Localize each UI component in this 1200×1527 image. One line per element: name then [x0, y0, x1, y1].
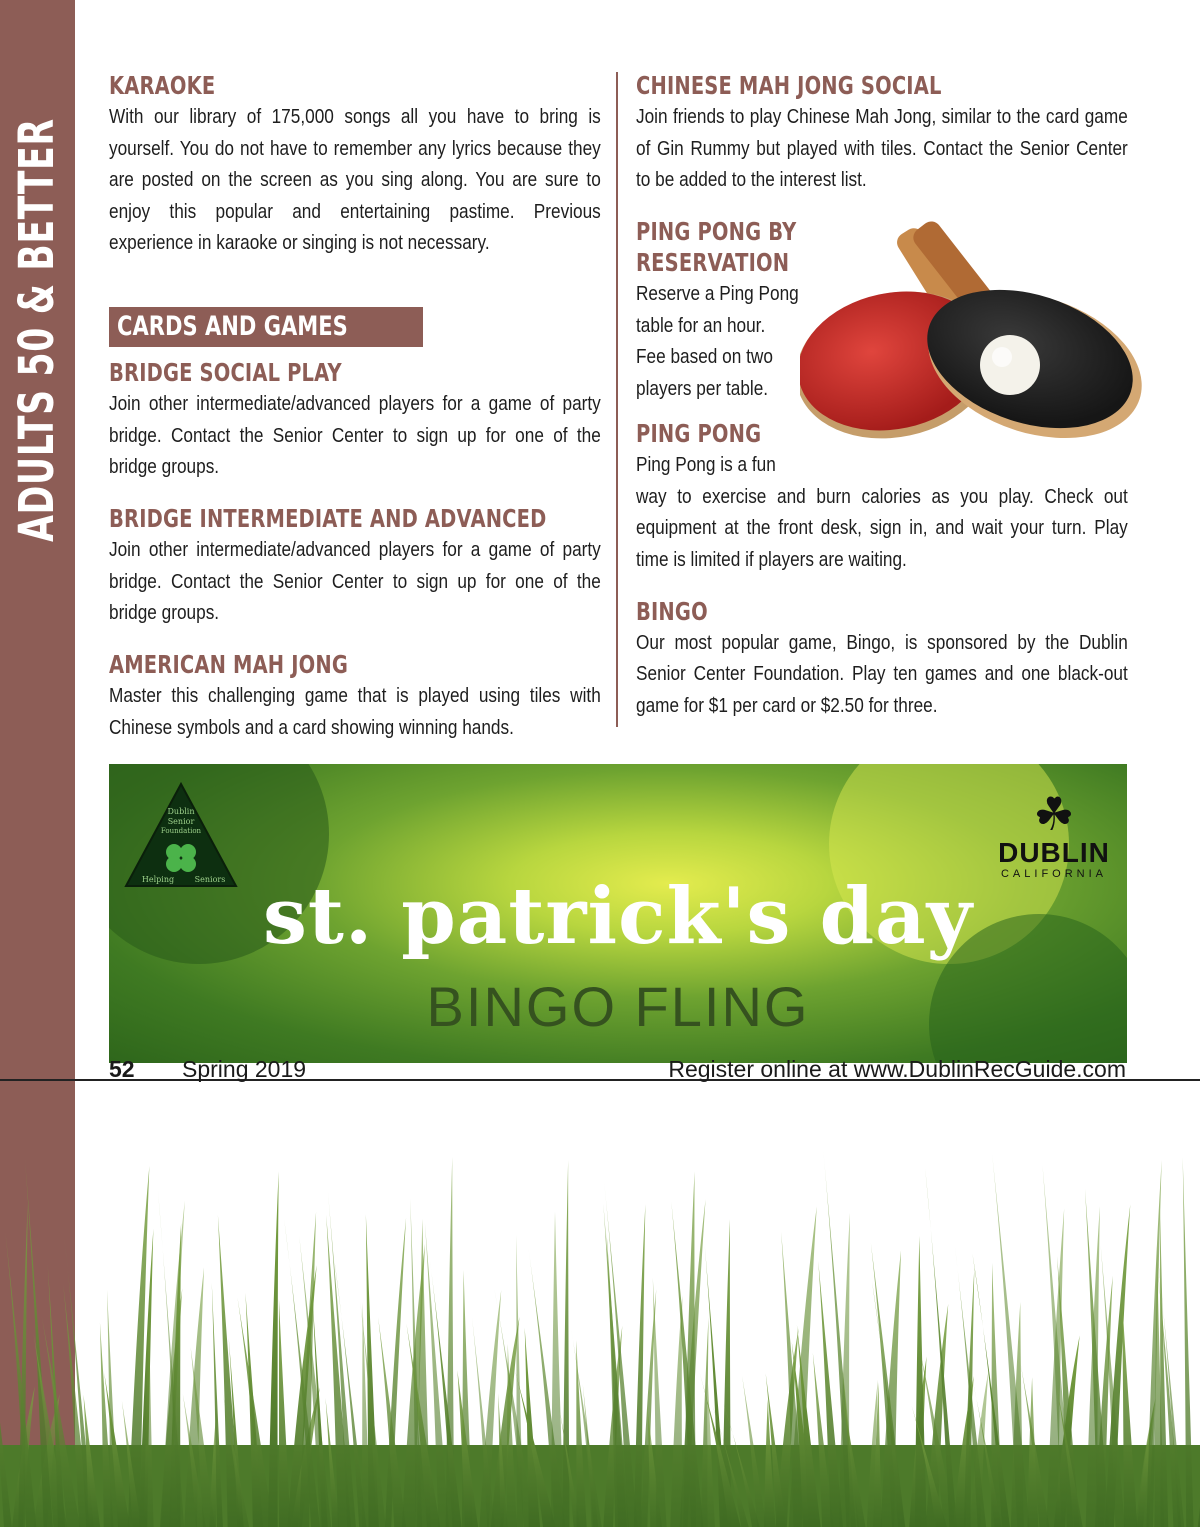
sidebar-title: ADULTS 50 & BETTER	[9, 118, 65, 542]
bingo-body: Our most popular game, Bingo, is sponsored by the Dublin Senior Center Foundation. Play ten games and one black-out game for $1 per card or $2.50 for three.	[636, 630, 1128, 717]
ping-pong-reservation-body: Reserve a Ping Pong table for an hour. Fee based on two players per table.	[636, 282, 799, 400]
bridge-social-heading: BRIDGE SOCIAL PLAY	[109, 358, 342, 387]
svg-text:Dublin: Dublin	[167, 807, 195, 816]
season-label: Spring 2019	[182, 1056, 307, 1082]
register-online-text: Register online at www.DublinRecGuide.com	[668, 1056, 1126, 1082]
shamrock-icon: ☘	[1033, 788, 1075, 840]
bridge-social-body: Join other intermediate/advanced players for a game of party bridge. Contact the Senior Center to sign up for one of the bridge groups.	[109, 392, 601, 478]
cards-and-games-tag: CARDS AND GAMES	[109, 307, 423, 347]
grass-blade	[670, 1296, 682, 1527]
bridge-intermediate-heading: BRIDGE INTERMEDIATE AND ADVANCED	[109, 504, 547, 533]
american-mahjong-body: Master this challenging game that is played using tiles with Chinese symbols and a card showing winning hands.	[109, 684, 601, 739]
page-number: 52	[109, 1056, 135, 1082]
svg-text:Helping: Helping	[141, 875, 175, 884]
american-mahjong-heading: AMERICAN MAH JONG	[109, 650, 349, 679]
flyer-subtitle: BINGO FLING	[426, 975, 810, 1038]
chinese-mahjong-body: Join friends to play Chinese Mah Jong, similar to the card game of Gin Rummy but played with tiles. Contact the Senior Center to be added to the interest list.	[636, 105, 1128, 191]
svg-text:Seniors: Seniors	[194, 875, 226, 884]
column-divider	[616, 72, 618, 727]
left-column	[109, 70, 601, 744]
karaoke-heading: KARAOKE	[109, 71, 216, 100]
flyer-details-text	[109, 764, 1127, 1063]
ping-pong-reservation-heading: PING PONG BY RESERVATION	[636, 217, 797, 277]
flyer-title: st. patrick's day	[263, 871, 973, 962]
chinese-mahjong-heading: CHINESE MAH JONG SOCIAL	[636, 71, 942, 100]
ping-pong-paddles-image	[800, 215, 1145, 440]
bridge-intermediate-body: Join other intermediate/advanced players for a game of party bridge. Contact the Senior Center to sign up for one of the bridge groups.	[109, 538, 601, 624]
grass-decoration	[0, 1115, 1200, 1527]
ping-pong-body-first: Ping Pong is a fun	[636, 453, 776, 476]
ping-pong-body: way to exercise and burn calories as you play. Check out equipment at the front desk, sign in, and wait your turn. Play time is limited if players are waiting.	[636, 484, 1128, 571]
dublin-california-logo: ☘ DUBLIN CALIFORNIA	[989, 790, 1119, 880]
karaoke-body: With our library of 175,000 songs all you have to bring is yourself. You do not have to remember any lyrics because they are posted on the screen as you sing along. You are sure to enjoy this popular and entertaining pastime. Previous experience in karaoke or singing is not necessary.	[109, 105, 601, 254]
grass-blade	[268, 1171, 279, 1527]
bingo-heading: BINGO	[636, 596, 708, 626]
ping-pong-heading: PING PONG	[636, 419, 762, 448]
svg-text:Senior: Senior	[167, 817, 195, 826]
svg-text:Foundation: Foundation	[160, 827, 202, 835]
